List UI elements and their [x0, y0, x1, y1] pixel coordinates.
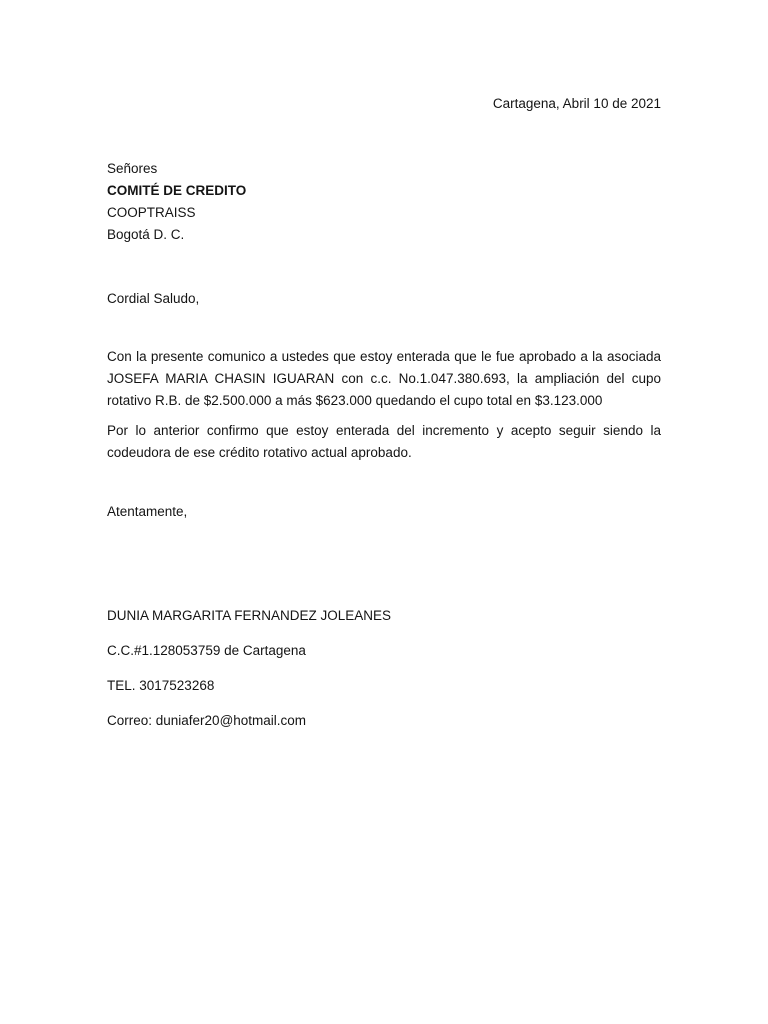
greeting: Cordial Saludo,: [107, 291, 200, 306]
signature-email: Correo: duniafer20@hotmail.com: [107, 713, 307, 728]
closing: Atentamente,: [107, 504, 188, 519]
signature-phone: TEL. 3017523268: [107, 678, 215, 693]
body-paragraph-2: Por lo anterior confirmo que estoy enterada del incremento y acepto seguir siendo la codeudora de ese crédito rotativo actual aprobado.: [107, 423, 661, 460]
recipient-city: Bogotá D. C.: [107, 227, 185, 242]
body-paragraph-1: Con la presente comunico a ustedes que estoy enterada que le fue aprobado a la asociada JOSEFA MARIA CHASIN IGUARAN con c.c. No.1.047.380.693, la ampliación del cupo rotativo R.B. de $2.500.000 a más $623.000 quedando el cupo total en $3.123.000: [107, 349, 661, 408]
signature-name: DUNIA MARGARITA FERNANDEZ JOLEANES: [107, 608, 392, 623]
recipient-committee: COMITÉ DE CREDITO: [107, 183, 247, 198]
recipient-organization: COOPTRAISS: [107, 205, 196, 220]
signature-id: C.C.#1.128053759 de Cartagena: [107, 643, 306, 658]
letter-date: Cartagena, Abril 10 de 2021: [492, 96, 661, 111]
recipient-salutation: Señores: [107, 161, 158, 176]
